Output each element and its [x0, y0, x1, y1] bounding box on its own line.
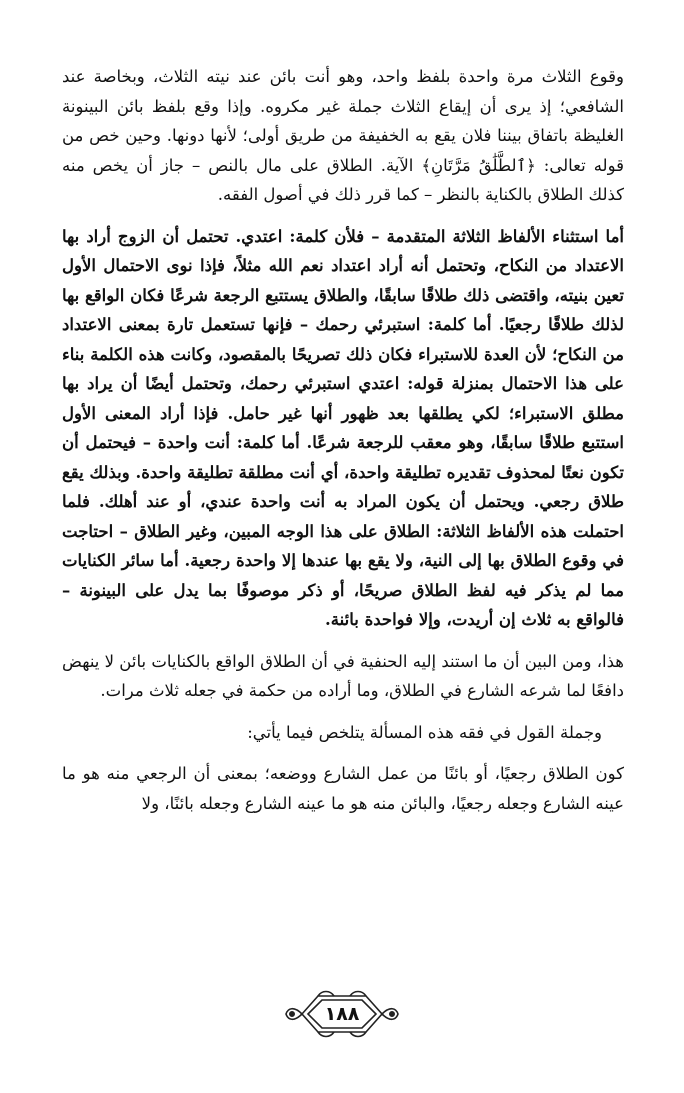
paragraph-4: وجملة القول في فقه هذه المسألة يتلخص فيما يأتي: [247, 722, 602, 742]
page-number-ornament [282, 988, 402, 1040]
paragraph-2: أما استثناء الألفاظ الثلاثة المتقدمة – فلأن كلمة: اعتدي. تحتمل أن الزوج أراد بها الاعتداد من النكاح، وتحتمل أنه أراد اعتداد نعم الله مثلاً، فإذا نوى الاحتمال الأول تعين بنيته، واقتضى ذلك طلاقًا سابقًا، والطلاق يستتبع الرجعة شرعًا فكان الواقع بها لذلك طلاقًا رجعيًا. أما كلمة: استبرئي رحمك – فإنها تستعمل تارة بمعنى الاعتداد من النكاح؛ لأن العدة للاستبراء فكان ذلك تصريحًا بالمقصود، وكانت هذه الكلمة بناء على هذا الاحتمال بمنزلة قوله: اعتدي استبرئي رحمك، وتحتمل أيضًا أن يراد بها مطلق الاستبراء؛ لكي يطلقها بعد ظهور أنها غير حامل. فإذا أراد المعنى الأول استتبع طلاقًا سابقًا، وهو معقب للرجعة شرعًا. أما كلمة: أنت واحدة – فيحتمل أن تكون نعتًا لمحذوف تقديره تطليقة واحدة، أي أنت مطلقة تطليقة واحدة. وبذلك يقع طلاق رجعي. ويحتمل أن يكون المراد به أنت واحدة عندي، أو عند أهلك. فلما احتملت هذه الألفاظ الثلاثة: الطلاق على هذا الوجه المبين، وغير الطلاق – احتاجت في وقوع الطلاق بها إلى النية، ولا يقع بها عندها إلا واحدة رجعية. أما سائر الكنايات مما لم يذكر فيه لفظ الطلاق صريحًا، أو ذكر موصوفًا بما يدل على البينونة – فالواقع به ثلاث إن أريدت، وإلا فواحدة بائنة. [62, 226, 624, 629]
paragraph-1: وقوع الثلاث مرة واحدة بلفظ واحد، وهو أنت بائن عند نيته الثلاث، وبخاصة عند الشافعي؛ إذ يرى أن إيقاع الثلاث جملة غير مكروه. وإذا وقع بلفظ بائن البينونة الغليظة باتفاق بيننا فلان يقع به الخفيفة من طريق أولى؛ لأنها دونها. وحين خص من قوله تعالى: ﴿ٱلطَّلَٰقُ مَرَّتَانِ﴾ الآية. الطلاق على مال بالنص – جاز أن يخص منه كذلك الطلاق بالكناية بالنظر – كما قرر ذلك في أصول الفقه. [62, 67, 624, 204]
page-number: ١٨٨ [324, 1003, 360, 1025]
paragraph-3: هذا، ومن البين أن ما استند إليه الحنفية في أن الطلاق الواقع بالكنايات بائن لا ينهض دافعًا لما شرعه الشارع في الطلاق، وما أراده من حكمة في جعله ثلاث مرات. [62, 651, 624, 700]
paragraph-5: كون الطلاق رجعيًا، أو بائنًا من عمل الشارع ووضعه؛ بمعنى أن الرجعي منه هو ما عينه الشارع وجعله رجعيًا، والبائن منه هو ما عينه الشارع وجعله بائنًا، ولا [62, 764, 624, 813]
page-body [62, 62, 624, 830]
